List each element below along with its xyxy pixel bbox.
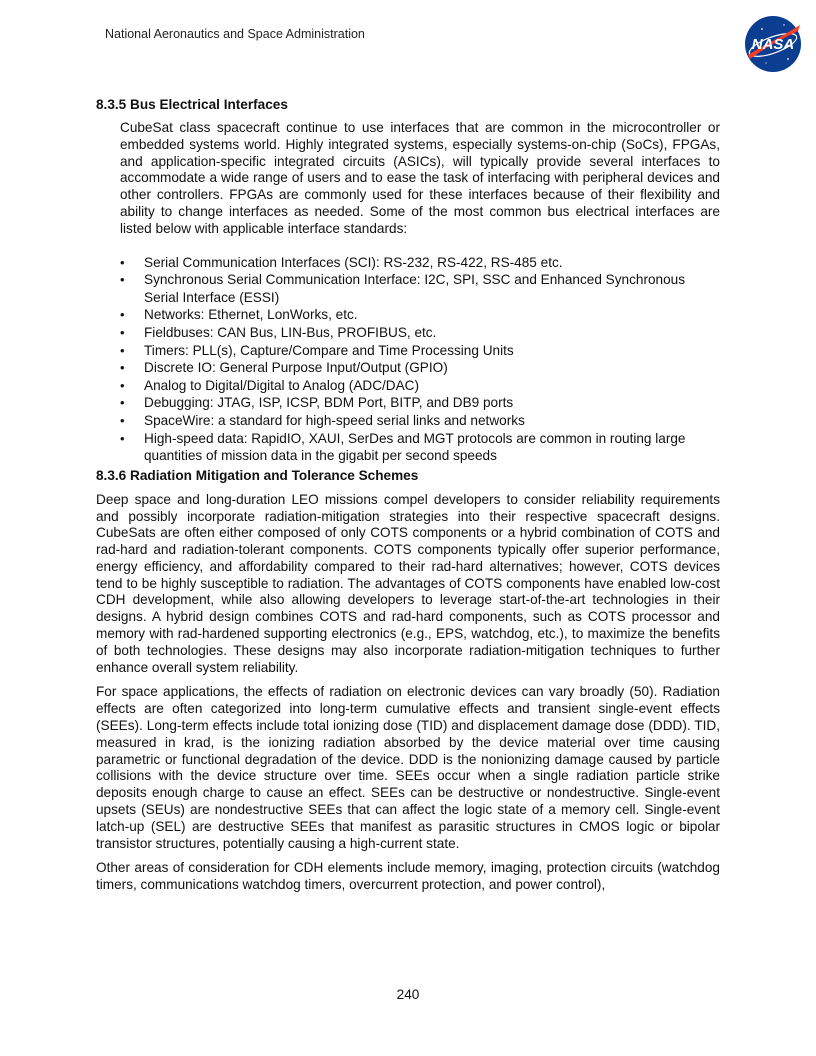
main-content: [96, 96, 720, 902]
section-heading-836: 8.3.6 Radiation Mitigation and Tolerance Schemes: [96, 467, 419, 483]
page-number: 240: [396, 987, 420, 1002]
section-835-body: [96, 120, 720, 238]
nasa-logo: [744, 15, 802, 73]
list-item: • Analog to Digital/Digital to Analog (ADC/DAC): [120, 377, 720, 395]
interface-list: [96, 254, 720, 465]
section-heading-835: 8.3.5 Bus Electrical Interfaces: [96, 97, 288, 112]
list-item: • High-speed data: RapidIO, XAUI, SerDes and MGT protocols are common in routing large quantities of mission data in the gigabit per second speeds: [120, 430, 720, 465]
agency-header: National Aeronautics and Space Administration: [105, 27, 365, 41]
paragraph: Other areas of consideration for CDH elements include memory, imaging, protection circuits (watchdog timers, communications watchdog timers, overcurrent protection, and power control),: [96, 860, 720, 893]
list-item: • Discrete IO: General Purpose Input/Output (GPIO): [120, 359, 720, 377]
list-item: • SpaceWire: a standard for high-speed serial links and networks: [120, 412, 720, 430]
paragraph: For space applications, the effects of radiation on electronic devices can vary broadly (50). Radiation effects are often categorized into long-term cumulative effects and transient single-event effects (SEEs). Long-term effects include total ionizing dose (TID) and displacement damage dose (DDD). TID, measured in krad, is the ionizing radiation absorbed by the device material over time causing parametric or functional degradation of the device. DDD is the nonionizing damage caused by particle collisions with the device structure over time. SEEs occur when a single radiation particle strike deposits enough charge to cause an effect. SEEs can be destructive or nondestructive. Single-event upsets (SEUs) are nondestructive SEEs that can affect the logic state of a memory cell. Single-event latch-up (SEL) are destructive SEEs that manifest as parasitic structures in CMOS logic or bipolar transistor structures, potentially causing a high-current state.: [96, 684, 720, 851]
list-item: • Synchronous Serial Communication Interface: I2C, SPI, SSC and Enhanced Synchronous Serial Interface (ESSI): [120, 271, 720, 306]
paragraph: Deep space and long-duration LEO missions compel developers to consider reliability requirements and possibly incorporate radiation-mitigation strategies into their respective spacecraft designs. CubeSats are often either composed of only COTS components or a hybrid combination of COTS and rad-hard and radiation-tolerant components. COTS components typically offer superior performance, energy efficiency, and affordability compared to their rad-hard alternatives; however, COTS devices tend to be highly susceptible to radiation. The advantages of COTS components have enabled low-cost CDH development, while also allowing developers to leverage start-of-the-art technologies in their designs. A hybrid design combines COTS and rad-hard components, such as COTS processor and memory with rad-hardened supporting electronics (e.g., EPS, watchdog, etc.), to maximize the benefits of both technologies. These designs may also incorporate radiation-mitigation techniques to further enhance overall system reliability.: [96, 491, 720, 675]
nasa-meatball-icon: [744, 15, 802, 73]
list-item: • Timers: PLL(s), Capture/Compare and Time Processing Units: [120, 342, 720, 360]
list-item: • Fieldbuses: CAN Bus, LIN-Bus, PROFIBUS, etc.: [120, 324, 720, 342]
section-835-intro: CubeSat class spacecraft continue to use interfaces that are common in the microcontroller or embedded systems world. Highly integrated systems, especially systems-on-chip (SoCs), FPGAs, and application-specific integrated circuits (ASICs), will typically provide several interfaces to accommodate a wide range of users and to ease the task of interfacing with peripheral devices and other controllers. FPGAs are commonly used for these interfaces because of their flexibility and ability to change interfaces as needed. Some of the most common bus electrical interfaces are listed below with applicable interface standards:: [120, 120, 720, 236]
nasa-logo-text: NASA: [751, 36, 795, 53]
list-item: • Networks: Ethernet, LonWorks, etc.: [120, 306, 720, 324]
list-item: • Serial Communication Interfaces (SCI): RS-232, RS-422, RS-485 etc.: [120, 254, 720, 272]
list-item: • Debugging: JTAG, ISP, ICSP, BDM Port, BITP, and DB9 ports: [120, 394, 720, 412]
